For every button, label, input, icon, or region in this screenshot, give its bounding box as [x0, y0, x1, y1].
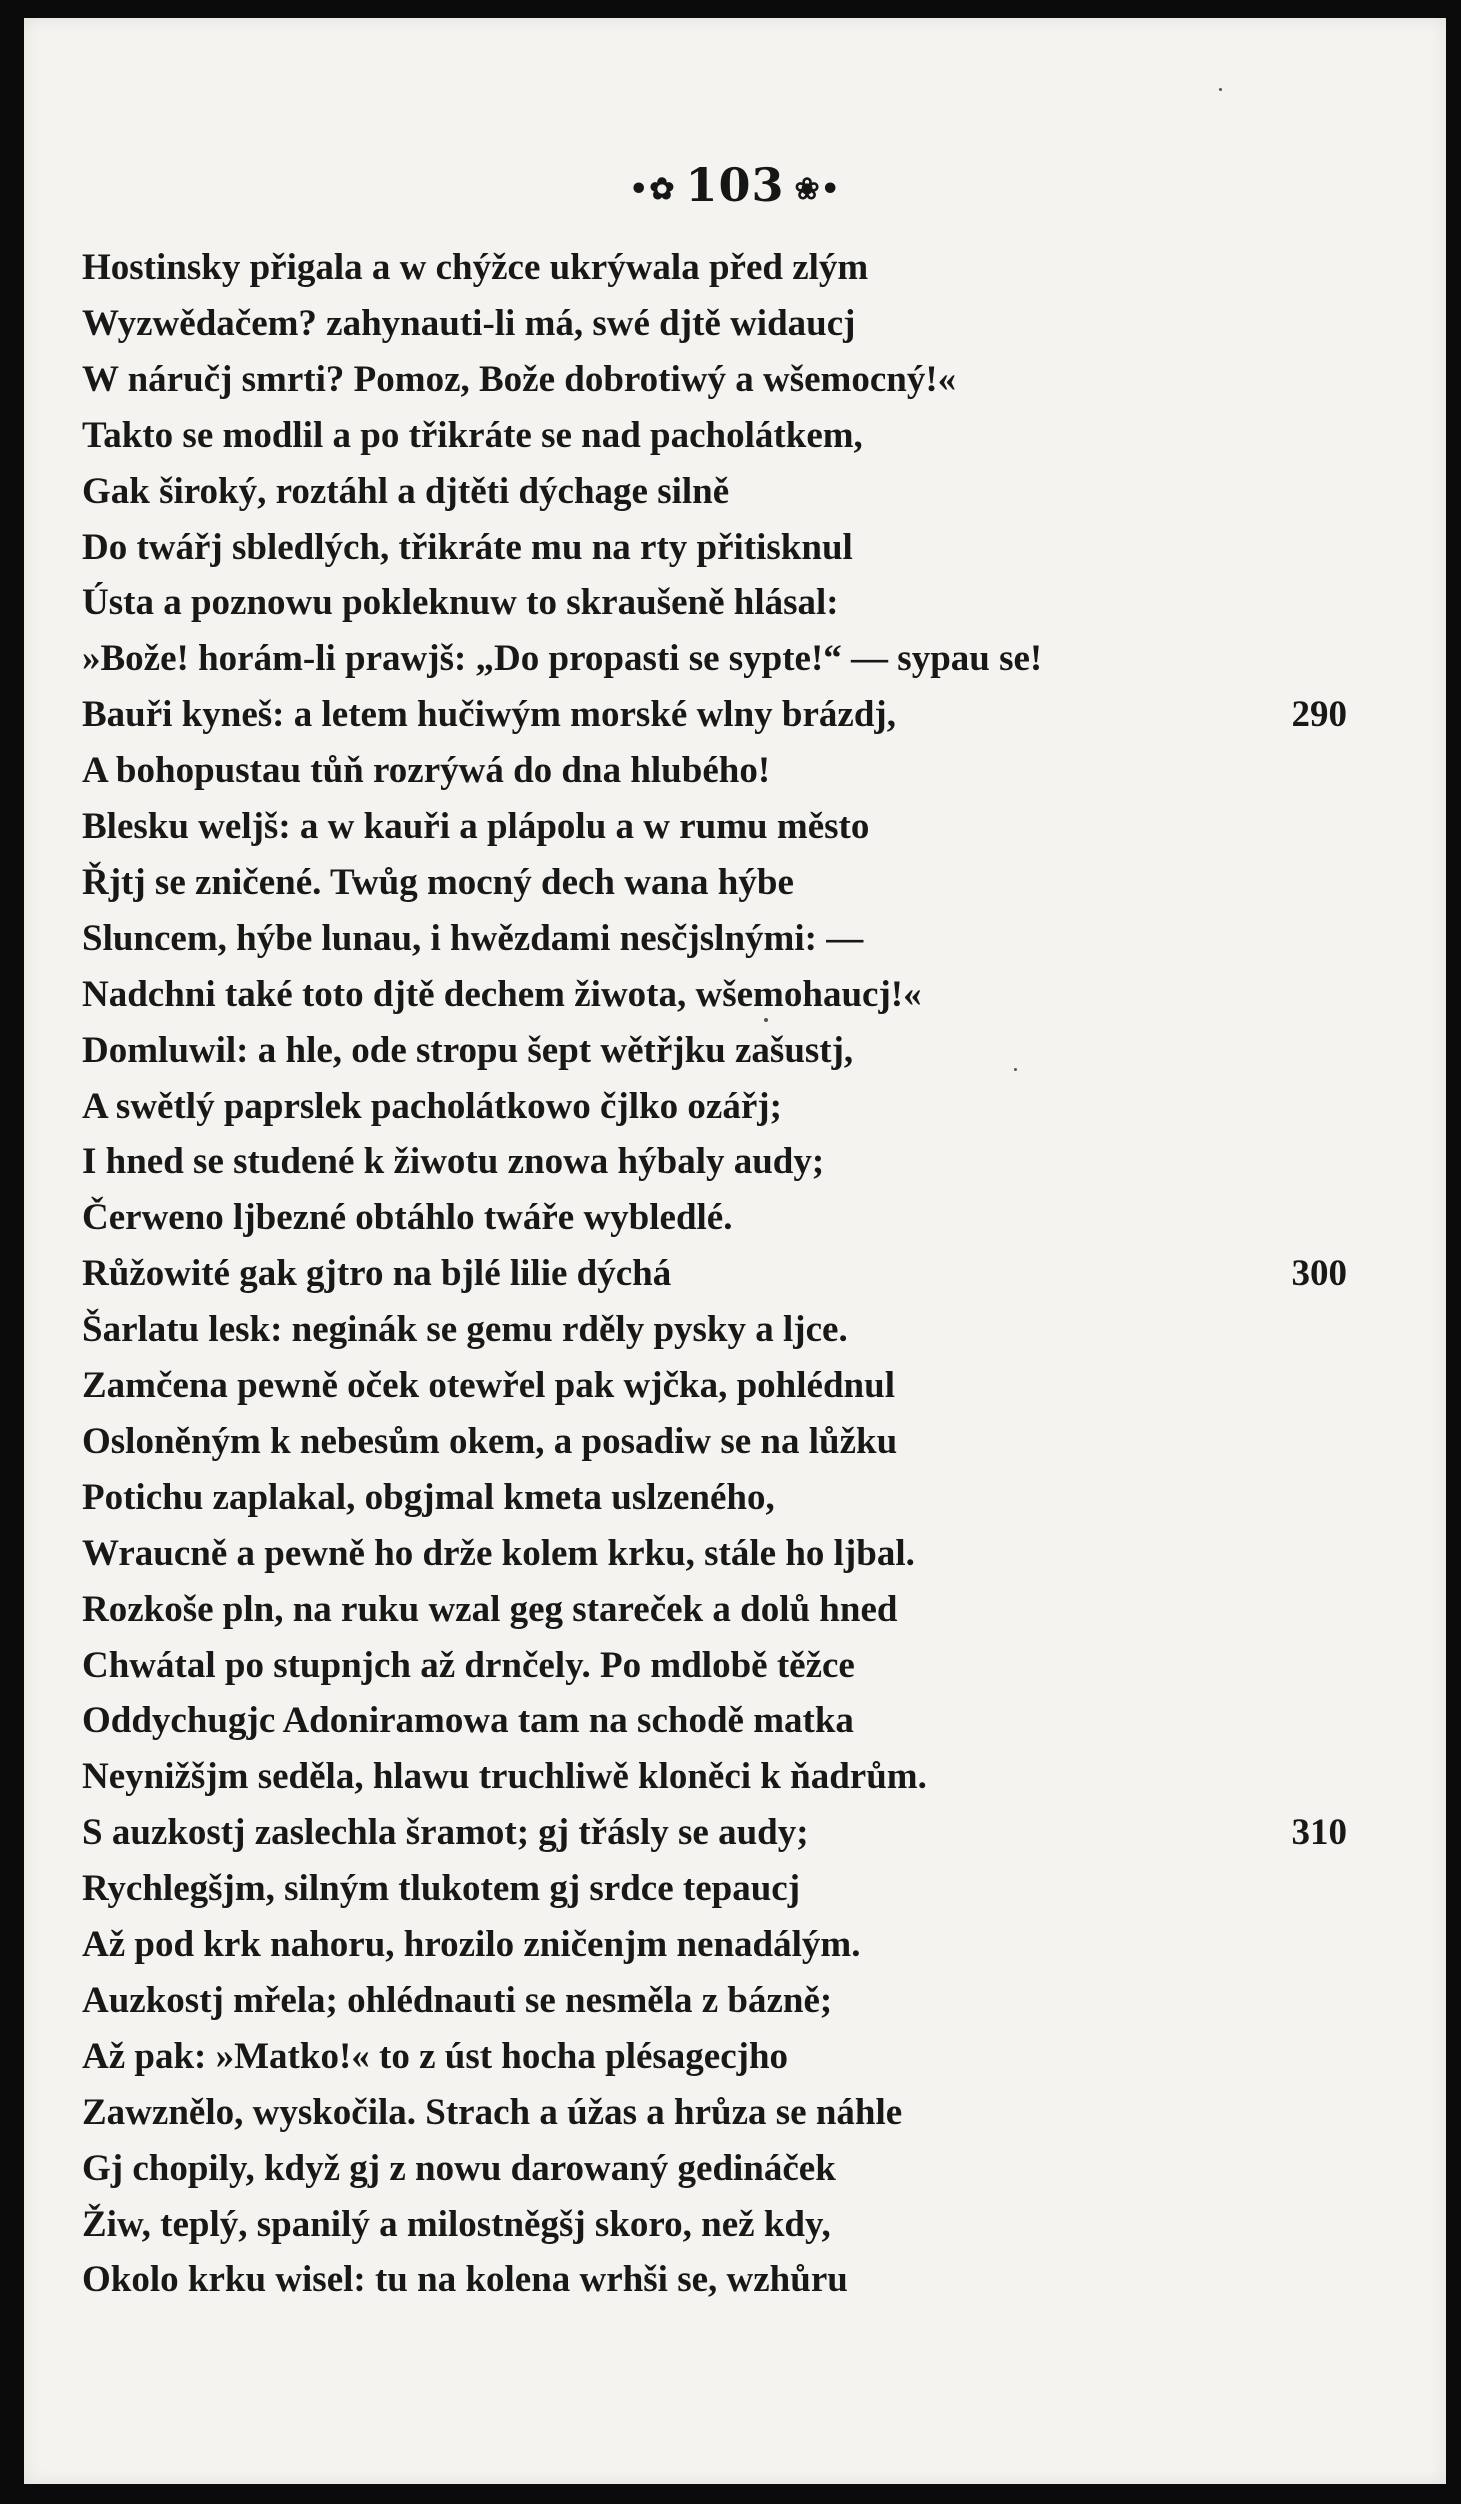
poem-line-text: Chwátal po stupnjch až drnčely. Po mdlobě těžce [82, 1644, 855, 1686]
poem-line-text: A swětlý paprslek pacholátkowo čjlko ozářj; [82, 1085, 782, 1127]
poem-line-text: Šarlatu lesk: neginák se gemu rděly pysky a ljce. [82, 1309, 848, 1351]
poem-line-text: Žiw, teplý, spanilý a milostněgšj skoro, než kdy, [82, 2203, 831, 2245]
poem-line [82, 1805, 1382, 1861]
poem-line-text: A bohopustau tůň rozrýwá do dna hlubého! [82, 750, 771, 792]
poem-line-text: Zawznělo, wyskočila. Strach a úžas a hrůza se náhle [82, 2091, 903, 2133]
poem-line [82, 1582, 1382, 1638]
poem-line-text: Bauři kyneš: a letem hučiwým morské wlny brázdj, [82, 694, 896, 736]
poem-line [82, 1638, 1382, 1694]
poem-line-text: Do twářj sbledlých, třikráte mu na rty přitisknul [82, 526, 853, 568]
poem-line-text: Gak široký, roztáhl a djtěti dýchage silně [82, 470, 730, 512]
poem-line [82, 2085, 1382, 2141]
poem-line-text: Ústa a poznowu pokleknuw to skraušeně hlásal: [82, 582, 839, 624]
poem-line [82, 1470, 1382, 1526]
poem-line [82, 2197, 1382, 2253]
poem-line [82, 911, 1382, 967]
poem-line-text: Oddychugjc Adoniramowa tam na schodě matka [82, 1700, 854, 1742]
poem-line [82, 464, 1382, 520]
poem-line [82, 575, 1382, 631]
line-number: 290 [1291, 694, 1347, 736]
poem-line-text: Osloněným k nebesům okem, a posadiw se na lůžku [82, 1420, 898, 1462]
ornament-right: ❀• [794, 171, 841, 207]
poem-line-text: Auzkostj mřela; ohlédnauti se nesměla z bázně; [82, 1979, 833, 2021]
line-number: 300 [1291, 1253, 1347, 1295]
poem-line [82, 240, 1382, 296]
poem-line-text: W náručj smrti? Pomoz, Bože dobrotiwý a wšemocný!« [82, 358, 957, 400]
poem-line-text: Potichu zaplakal, obgjmal kmeta uslzeného, [82, 1476, 775, 1518]
poem-line-text: Wraucně a pewně ho drže kolem krku, stále ho ljbal. [82, 1532, 915, 1574]
paper-speck [764, 1018, 768, 1022]
poem-line-text: Nadchni také toto djtě dechem žiwota, wšemohaucj!« [82, 973, 922, 1015]
poem-line [82, 408, 1382, 464]
poem-line [82, 1023, 1382, 1079]
poem-line-text: Gj chopily, když gj z nowu darowaný gedináček [82, 2147, 836, 2189]
poem-line-text: Růžowité gak gjtro na bjlé lilie dýchá [82, 1253, 672, 1295]
page-number: 103 [685, 158, 785, 212]
poem-line-text: Až pak: »Matko!« to z úst hocha plésagecjho [82, 2035, 789, 2077]
poem-line-text: Takto se modlil a po třikráte se nad pacholátkem, [82, 414, 863, 456]
poem-line-text: Řjtj se zničené. Twůg mocný dech wana hýbe [82, 861, 794, 903]
line-number: 310 [1291, 1812, 1347, 1854]
poem-line [82, 687, 1382, 743]
poem-line [82, 1134, 1382, 1190]
poem-line-text: Sluncem, hýbe lunau, i hwězdami nesčjslnými: — [82, 917, 864, 959]
poem-line-text: Neynižšjm seděla, hlawu truchliwě kloněci k ňadrům. [82, 1756, 927, 1798]
poem-line [82, 855, 1382, 911]
poem-line [82, 1414, 1382, 1470]
poem-line [82, 967, 1382, 1023]
poem-line [82, 1917, 1382, 1973]
poem-line [82, 1526, 1382, 1582]
poem-line [82, 743, 1382, 799]
poem-line [82, 296, 1382, 352]
paper-speck [1219, 88, 1222, 91]
poem-line-text: Okolo krku wisel: tu na kolena wrhši se, wzhůru [82, 2259, 848, 2301]
poem-line [82, 1973, 1382, 2029]
poem-line [82, 631, 1382, 687]
poem-line-text: Rychlegšjm, silným tlukotem gj srdce tepaucj [82, 1868, 801, 1910]
book-page [24, 18, 1446, 2484]
poem-line [82, 1861, 1382, 1917]
poem-line-text: I hned se studené k žiwotu znowa hýbaly audy; [82, 1141, 825, 1183]
poem-line [82, 520, 1382, 576]
poem-line [82, 1749, 1382, 1805]
poem-line-text: Domluwil: a hle, ode stropu šept wětřjku zašustj, [82, 1029, 854, 1071]
poem-line [82, 799, 1382, 855]
poem-line [82, 1190, 1382, 1246]
poem-line [82, 1246, 1382, 1302]
poem-line [82, 1358, 1382, 1414]
paper-speck [1014, 1068, 1017, 1071]
poem-line [82, 1693, 1382, 1749]
poem-line-text: Čerweno ljbezné obtáhlo twáře wybledlé. [82, 1197, 733, 1239]
poem-line-text: Blesku weljš: a w kauři a plápolu a w rumu město [82, 806, 870, 847]
poem-line-text: Hostinsky přigala a w chýžce ukrýwala před zlým [82, 247, 869, 288]
poem-text [24, 18, 1446, 2484]
poem-line [82, 1079, 1382, 1135]
poem-line-text: Až pod krk nahoru, hrozilo zničenjm nenadálým. [82, 1924, 861, 1965]
poem-line-text: »Bože! horám-li prawjš: „Do propasti se sypte!“ — sypau se! [82, 638, 1043, 680]
poem-line-text: Wyzwědačem? zahynauti-li má, swé djtě widaucj [82, 302, 856, 344]
poem-line [82, 1302, 1382, 1358]
ornament-left: •✿ [629, 171, 676, 207]
poem-line-text: Rozkoše pln, na ruku wzal geg stareček a dolů hned [82, 1588, 898, 1630]
poem-line-text: S auzkostj zaslechla šramot; gj třásly se audy; [82, 1812, 809, 1854]
poem-line-text: Zamčena pewně oček otewřel pak wjčka, pohlédnul [82, 1365, 895, 1406]
poem-line [82, 2141, 1382, 2197]
poem-line [82, 2252, 1382, 2308]
poem-line [82, 2029, 1382, 2085]
poem-line [82, 352, 1382, 408]
